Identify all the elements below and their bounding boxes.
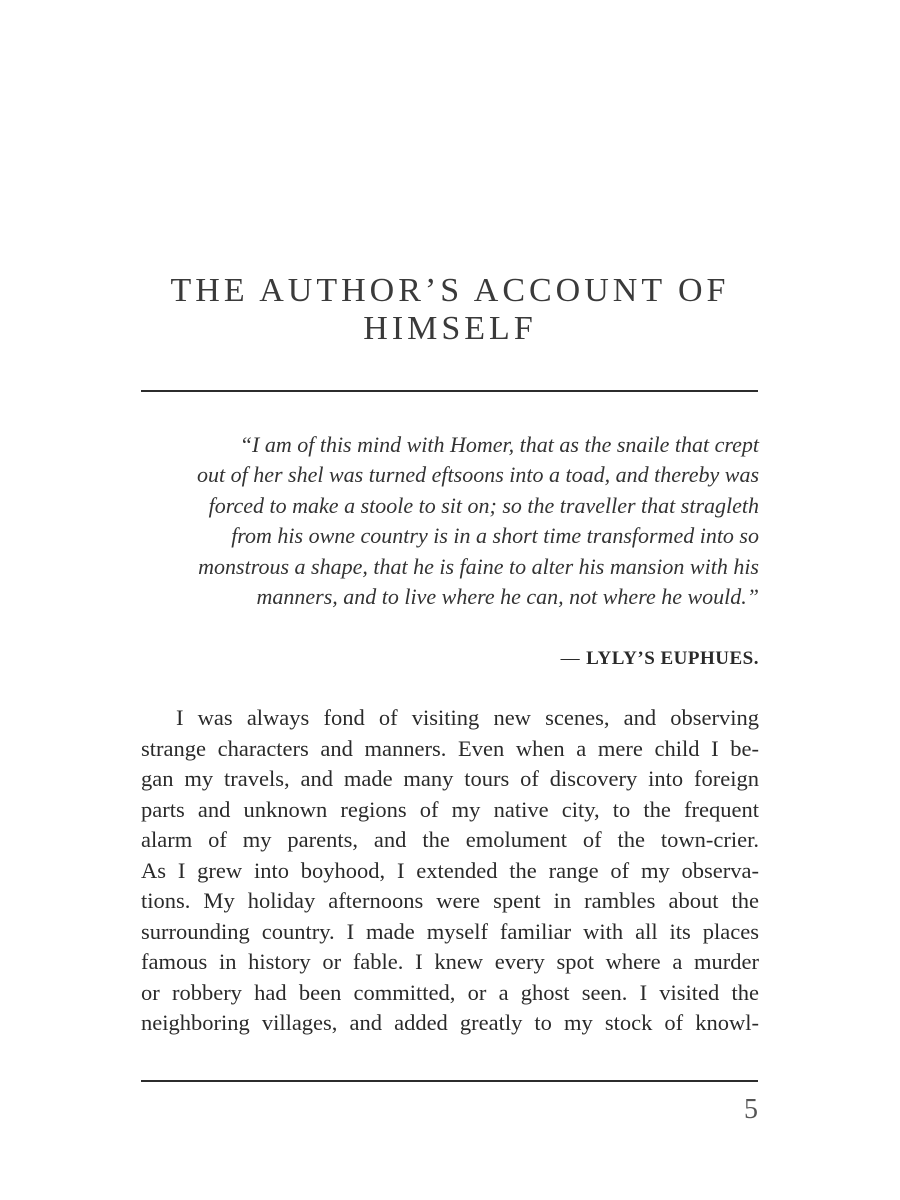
body-line: gan my travels, and made many tours of discovery into foreign <box>141 766 759 791</box>
chapter-title-line-1: THE AUTHOR’S ACCOUNT OF <box>170 272 730 309</box>
top-divider <box>141 390 758 392</box>
attribution-dash: — <box>560 648 581 669</box>
body-line: strange characters and manners. Even when a mere child I be- <box>141 735 759 761</box>
body-line: famous in history or fable. I knew every spot where a murder <box>141 949 759 974</box>
body-line: surrounding country. I made myself familiar with all its places <box>141 918 759 944</box>
page-number: 5 <box>744 1094 758 1125</box>
body-line: alarm of my parents, and the emolument of the town-crier. <box>141 827 759 852</box>
epigraph-quote <box>141 430 759 612</box>
body-line: neighboring villages, and added greatly to my stock of knowl- <box>141 1010 759 1035</box>
body-paragraph <box>141 703 759 1039</box>
epigraph-line: manners, and to live where he can, not where he would.” <box>256 584 759 610</box>
chapter-title <box>140 272 760 348</box>
epigraph-line: monstrous a shape, that he is faine to alter his mansion with his <box>198 553 759 579</box>
epigraph-line: “I am of this mind with Homer, that as the snaile that crept <box>239 432 759 457</box>
attribution-source: LYLY’S EUPHUES. <box>586 648 759 669</box>
body-line: As I grew into boyhood, I extended the range of my observa- <box>141 857 759 883</box>
epigraph-attribution <box>561 648 759 670</box>
epigraph-line: forced to make a stoole to sit on; so the traveller that stragleth <box>208 492 759 518</box>
body-line: tions. My holiday afternoons were spent in rambles about the <box>141 888 759 913</box>
body-line: I was always fond of visiting new scenes, and observing <box>176 705 759 730</box>
epigraph-line: out of her shel was turned eftsoons into a toad, and thereby was <box>197 462 759 488</box>
bottom-divider <box>141 1080 758 1082</box>
body-line: or robbery had been committed, or a ghost seen. I visited the <box>141 979 759 1005</box>
chapter-title-line-2: HIMSELF <box>363 310 537 347</box>
body-line: parts and unknown regions of my native city, to the frequent <box>141 796 759 822</box>
epigraph-line: from his owne country is in a short time transformed into so <box>231 523 759 549</box>
